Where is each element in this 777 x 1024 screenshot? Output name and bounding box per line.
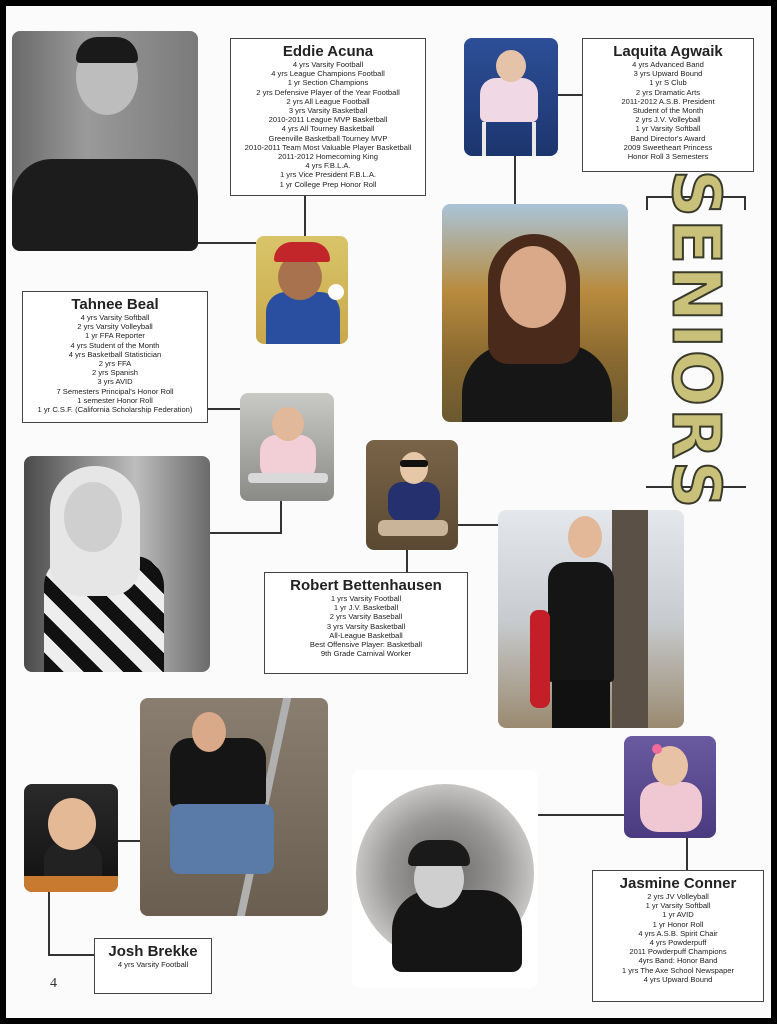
activity-item: 3 yrs Varsity Basketball: [288, 106, 368, 116]
activity-item: 4yrs Band: Honor Band: [638, 956, 718, 966]
bio-josh-brekke: [94, 938, 212, 994]
laquita-agwaik-senior-photo: [442, 204, 628, 422]
activity-item: 4 yrs Student of the Month: [70, 340, 160, 350]
eddie-acuna-senior-photo: [12, 31, 198, 251]
page-number: 4: [50, 976, 57, 991]
activity-item: 4 yrs A.S.B. Spirit Chair: [638, 928, 718, 938]
activity-item: 1 yrs Varsity Football: [330, 594, 402, 603]
connector-line: [304, 194, 306, 240]
josh-brekke-senior-photo: [140, 698, 328, 916]
activity-item: 1 yr J.V. Basketball: [333, 603, 399, 613]
student-name: Jasmine Conner: [619, 875, 737, 892]
bio-laquita-agwaik: [582, 38, 754, 172]
connector-line: [192, 242, 256, 244]
activity-item: 2011 Powderpuff Champions: [629, 947, 727, 957]
bio-jasmine-conner: [592, 870, 764, 1002]
activity-item: 2 yrs Dramatic Arts: [635, 87, 701, 97]
jasmine-conner-senior-photo: [352, 770, 538, 988]
jasmine-conner-baby-photo: [624, 736, 716, 838]
activity-item: 2009 Sweetheart Princess: [623, 142, 713, 152]
activity-item: 1 yrs The Axe School Newspaper: [621, 965, 735, 975]
activity-item: Greenville Basketball Tourney MVP: [268, 133, 388, 143]
activity-item: Honor Roll 3 Semesters: [627, 152, 709, 162]
activity-item: 7 Semesters Principal's Honor Roll: [56, 386, 174, 396]
activity-item: 1 semester Honor Roll: [77, 395, 153, 405]
connector-line: [48, 892, 50, 956]
activity-item: 1 yr Section Champions: [287, 78, 369, 88]
bio-eddie-acuna: [230, 38, 426, 196]
activity-item: 4 yrs Varsity Football: [117, 960, 189, 969]
activity-item: 4 yrs Powderpuff: [649, 938, 707, 948]
activity-item: 4 yrs Advanced Band: [632, 60, 704, 69]
activity-item: 1 yr Honor Roll: [652, 919, 704, 929]
student-name: Robert Bettenhausen: [290, 577, 442, 594]
activity-item: 2 yrs All League Football: [286, 96, 370, 106]
activity-item: 2010-2011 Team Most Valuable Player Basketball: [244, 142, 412, 152]
josh-brekke-baby-photo: [24, 784, 118, 892]
activity-item: 2 yrs FFA: [98, 359, 132, 369]
activity-item: Student of the Month: [632, 106, 704, 116]
activity-item: 1 yr C.S.F. (California Scholarship Federation): [37, 405, 193, 415]
connector-line: [558, 94, 584, 96]
student-name: Laquita Agwaik: [613, 43, 723, 60]
activity-item: 2 yrs JV Volleyball: [647, 892, 709, 901]
robert-bettenhausen-senior-photo: [498, 510, 684, 728]
activity-item: 1 yr AVID: [662, 910, 694, 920]
connector-line: [210, 532, 282, 534]
activity-item: 3 yrs Varsity Basketball: [326, 621, 406, 631]
connector-line: [116, 840, 142, 842]
activity-item: 1 yr S Club: [649, 78, 687, 88]
tahnee-beal-senior-photo: [24, 456, 210, 672]
student-name: Eddie Acuna: [282, 43, 374, 60]
connector-line: [48, 954, 96, 956]
activity-item: Band Director's Award: [630, 133, 706, 143]
activity-item: 1 yrs Vice President F.B.L.A.: [279, 170, 377, 180]
activity-item: All-League Basketball: [329, 630, 403, 640]
activity-item: 4 yrs Basketball Statistician: [68, 349, 162, 359]
robert-bettenhausen-baby-photo: [366, 440, 458, 550]
activity-item: 4 yrs Upward Bound: [643, 974, 713, 984]
activity-item: 3 yrs Upward Bound: [633, 69, 703, 79]
laquita-agwaik-baby-photo: [464, 38, 558, 156]
connector-line: [458, 524, 500, 526]
eddie-acuna-baby-photo: [256, 236, 348, 344]
activity-item: 4 yrs Varsity Softball: [80, 313, 150, 322]
activity-item: 2010-2011 League MVP Basketball: [268, 115, 388, 125]
activity-item: 4 yrs All Tourney Basketball: [281, 124, 375, 134]
student-name: Tahnee Beal: [71, 296, 159, 313]
bio-robert-bettenhausen: [264, 572, 468, 674]
activity-item: 1 yr Varsity Softball: [645, 901, 711, 911]
connector-line: [686, 836, 688, 870]
seniors-title: SENIORS: [657, 169, 735, 511]
activity-item: 1 yr College Prep Honor Roll: [279, 179, 377, 189]
activity-item: 2 yrs Varsity Baseball: [329, 612, 403, 622]
tahnee-beal-baby-photo: [240, 393, 334, 501]
activity-item: 9th Grade Carnival Worker: [320, 649, 412, 659]
activity-item: 2 yrs Defensive Player of the Year Football: [256, 87, 400, 97]
connector-line: [208, 408, 242, 410]
activity-item: 4 yrs F.B.L.A.: [305, 161, 351, 171]
connector-line: [538, 814, 626, 816]
activity-item: 2011-2012 A.S.B. President: [621, 96, 715, 106]
activity-item: 4 yrs League Champions Football: [271, 69, 385, 79]
activity-item: 2011-2012 Homecoming King: [278, 152, 378, 162]
activity-item: 4 yrs Varsity Football: [292, 60, 364, 69]
activity-item: 3 yrs AVID: [97, 377, 133, 387]
activity-item: 2 yrs J.V. Volleyball: [635, 115, 701, 125]
activity-item: 2 yrs Varsity Volleyball: [77, 322, 153, 332]
connector-line: [280, 500, 282, 534]
student-name: Josh Brekke: [108, 943, 198, 960]
activity-item: 2 yrs Spanish: [91, 368, 138, 378]
yearbook-page: [6, 6, 771, 1018]
activity-item: Best Offensive Player: Basketball: [309, 640, 423, 650]
bio-tahnee-beal: [22, 291, 208, 423]
connector-line: [406, 550, 408, 572]
activity-item: 1 yr Varsity Softball: [635, 124, 701, 134]
connector-line: [514, 154, 516, 206]
activity-item: 1 yr FFA Reporter: [85, 331, 145, 341]
